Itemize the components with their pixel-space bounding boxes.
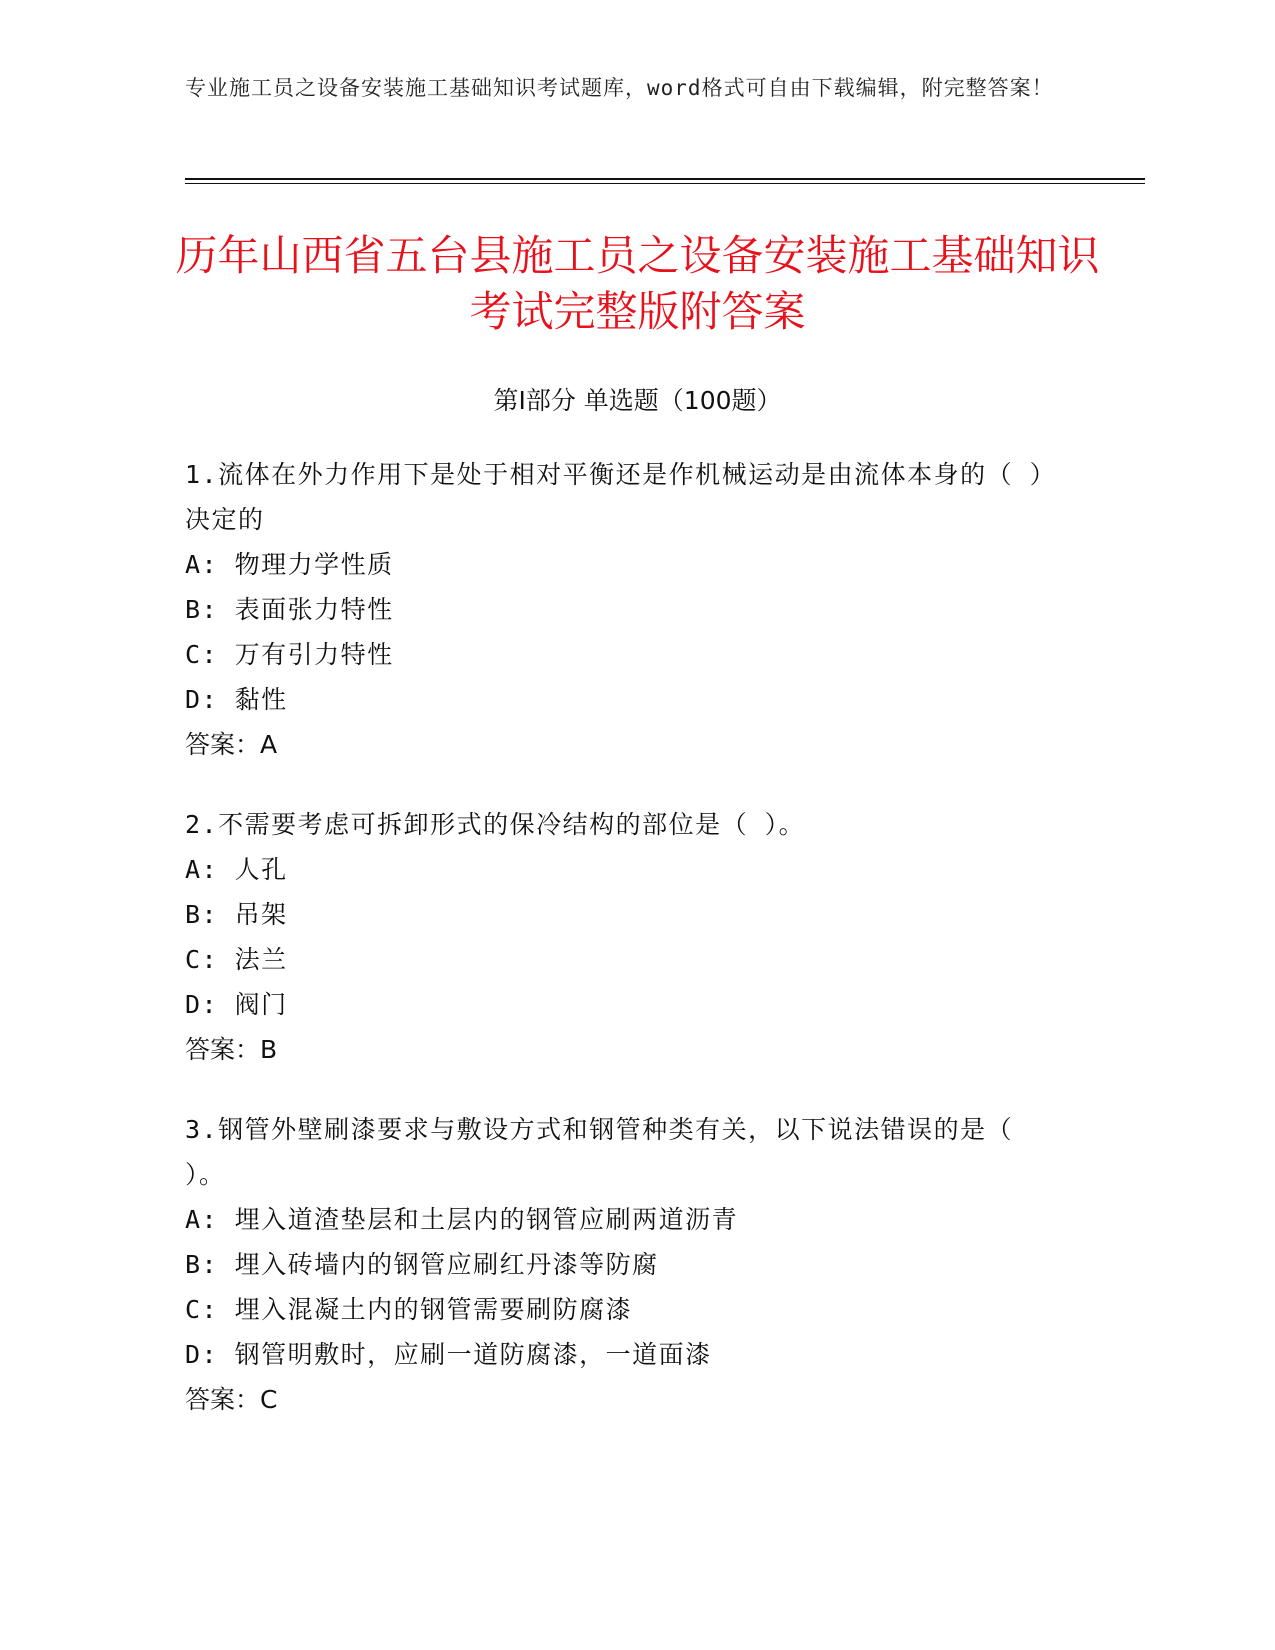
answer-label: 答案：C xyxy=(185,1385,278,1414)
option-b: B: 表面张力特性 xyxy=(185,595,394,624)
option-d: D: 黏性 xyxy=(185,685,288,714)
option-b: B: 吊架 xyxy=(185,900,288,929)
header-note: 专业施工员之设备安装施工基础知识考试题库，word格式可自由下载编辑，附完整答案！ xyxy=(185,76,1054,100)
answer-label: 答案：A xyxy=(185,730,278,759)
question-3 xyxy=(185,1107,1065,1422)
option-a: A: 埋入道渣垫层和土层内的钢管应刷两道沥青 xyxy=(185,1205,739,1234)
option-b: B: 埋入砖墙内的钢管应刷红丹漆等防腐 xyxy=(185,1250,659,1279)
option-c: C: 法兰 xyxy=(185,945,288,974)
question-stem: 3.钢管外壁刷漆要求与敷设方式和钢管种类有关，以下说法错误的是（ ）。 xyxy=(185,1115,1014,1189)
question-stem: 2.不需要考虑可拆卸形式的保冷结构的部位是（ ）。 xyxy=(185,810,806,839)
option-a: A: 物理力学性质 xyxy=(185,550,394,579)
header-rule-thick xyxy=(185,178,1145,180)
option-a: A: 人孔 xyxy=(185,855,288,884)
section-heading: 第Ⅰ部分 单选题（100题） xyxy=(493,386,782,415)
option-d: D: 阀门 xyxy=(185,990,288,1019)
option-d: D: 钢管明敷时，应刷一道防腐漆，一道面漆 xyxy=(185,1340,712,1369)
document-title: 历年山西省五台县施工员之设备安装施工基础知识考试完整版附答案 xyxy=(175,231,1100,336)
question-2 xyxy=(185,802,1065,1072)
header-rule-thin xyxy=(185,183,1145,184)
option-c: C: 埋入混凝土内的钢管需要刷防腐漆 xyxy=(185,1295,633,1324)
answer-label: 答案：B xyxy=(185,1035,278,1064)
question-stem: 1.流体在外力作用下是处于相对平衡还是作机械运动是由流体本身的（ ）决定的 xyxy=(185,460,1057,534)
question-1 xyxy=(185,452,1065,767)
option-c: C: 万有引力特性 xyxy=(185,640,394,669)
